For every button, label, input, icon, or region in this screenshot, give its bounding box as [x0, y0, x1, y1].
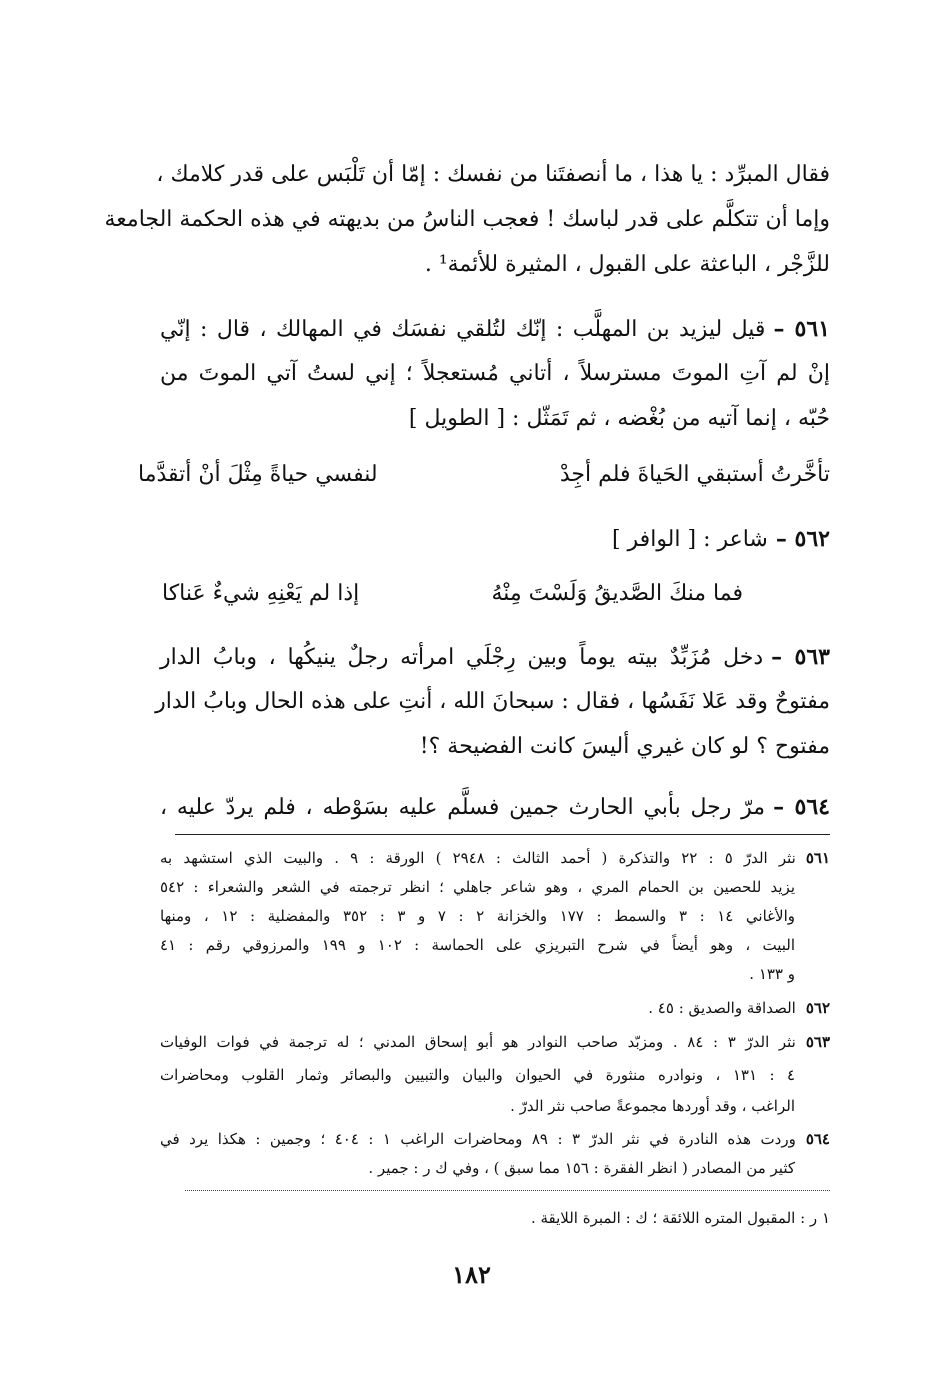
footnote-561-line-1	[160, 846, 830, 870]
footnote-563-number: ٥٦٣	[805, 1033, 830, 1051]
item-562-line	[160, 522, 830, 557]
footnote-562-text: الصداقة والصديق : ٤٥ .	[648, 999, 796, 1017]
footnote-561-line-3: والأغاني ١٤ : ٣ والسمط : ١٧٧ والخزانة ٢ : ٧ و ٣ : ٣٥٢ والمفضلية : ١٢ ، ومنها	[160, 907, 795, 925]
footnote-separator	[175, 834, 830, 835]
item-562-verse-first-hemistich: فما منكَ الصَّديقُ وَلَسْتَ مِنْهُ	[491, 581, 743, 606]
item-563-text-1: دخل مُزَبِّدٌ بيته يوماً وبين رِجْلَي امرأته رجلٌ ينيكُها ، وبابُ الدار	[160, 645, 764, 670]
variant-note: ١ ر : المقبول المتره اللائقة ؛ ك : المبرة اللايقة .	[530, 1209, 830, 1227]
item-562-number: ٥٦٢ –	[775, 526, 830, 552]
variant-separator	[185, 1190, 830, 1191]
item-561-number: ٥٦١ –	[773, 316, 830, 342]
item-564-text: مرّ رجل بأبي الحارث جمين فسلَّم عليه بسَوْطه ، فلم يردّ عليه ،	[160, 795, 766, 820]
footnote-563-line-1	[160, 1030, 830, 1054]
item-563-number: ٥٦٣ –	[771, 644, 830, 670]
page-number: ١٨٢	[452, 1260, 491, 1289]
item-562-verse-second-hemistich: إذا لم يَعْنِهِ شيءٌ عَناكا	[162, 581, 360, 606]
item-563-line-2: مفتوحٌ وقد عَلا نَفَسُها ، فقال : سبحانَ الله ، أنتِ على هذه الحال وبابُ الدار	[155, 689, 830, 714]
item-561-verse-first-hemistich: تأخَّرتُ أستبقي الحَياةَ فلم أجِدْ	[559, 462, 830, 487]
footnote-561-line-5: و ١٣٣ .	[749, 965, 795, 983]
footnote-563-line-3: الراغب ، وقد أوردها مجموعةً صاحب نثر الدرّ .	[510, 1097, 795, 1115]
footnote-564-line-1	[160, 1127, 830, 1151]
item-561-line-3: حُبّه ، إنما آتيه من بُغْضه ، ثم تَمَثّل : [ الطويل ]	[408, 406, 830, 431]
item-563-line-1	[160, 640, 830, 675]
item-561-line-1	[160, 312, 830, 347]
footnote-561-line-4: البيت ، وهو أيضاً في شرح التبريزي على الحماسة : ١٠٢ و ١٩٩ والمرزوقي رقم : ٤١	[160, 936, 795, 954]
item-564-number: ٥٦٤ –	[773, 794, 830, 820]
footnote-562-number: ٥٦٢	[805, 999, 830, 1017]
footnote-564-number: ٥٦٤	[805, 1130, 830, 1148]
footnote-562	[160, 996, 830, 1020]
intro-line-1: فقال المبرِّد : يا هذا ، ما أنصفتَنا من نفسك : إمّا أن تَلْبَس على قدر كلامك ،	[156, 162, 830, 187]
footnote-564-text-1: وردت هذه النادرة في نثر الدرّ ٣ : ٨٩ ومحاضرات الراغب ١ : ٤٠٤ ؛ وجمين : هكذا يرد في	[160, 1130, 796, 1148]
item-564-line	[160, 790, 830, 825]
footnote-563-text-1: نثر الدرّ ٣ : ٨٤ . ومزبّد صاحب النوادر هو أبو إسحاق المدني ؛ له ترجمة في فوات الوفيات	[160, 1033, 796, 1051]
footnote-561-line-2: يزيد للحصين بن الحمام المري ، وهو شاعر جاهلي ؛ انظر ترجمته في الشعر والشعراء : ٥٤٢	[160, 878, 795, 896]
item-561-verse-second-hemistich: لنفسي حياةً مِثْلَ أنْ أتقدَّما	[138, 462, 378, 487]
footnote-563-line-2: ٤ : ١٣١ ، ونوادره منثورة في الحيوان والبيان والتبيين والبصائر وثمار القلوب ومحاضرات	[160, 1066, 795, 1084]
intro-line-2: وإما أن تتكلَّم على قدر لباسك ! فعجب الناسُ من بديهته في هذه الحكمة الجامعة	[104, 207, 830, 232]
footnote-564-line-2: كثير من المصادر ( انظر الفقرة : ١٥٦ مما سبق ) ، وفي ك ر : جمير .	[368, 1159, 795, 1177]
item-561-text-1: قيل ليزيد بن المهلَّب : إنّك لتُلقي نفسَك في المهالك ، قال : إنّي	[160, 317, 766, 342]
item-562-text: شاعر : [ الوافر ]	[611, 527, 768, 552]
item-561-line-2: إنْ لم آتِ الموتَ مسترسلاً ، أتاني مُستعجلاً ؛ إني لستُ آتي الموتَ من	[160, 361, 830, 386]
item-563-line-3: مفتوح ؟ لو كان غيري أليسَ كانت الفضيحة ؟!	[419, 734, 830, 759]
footnote-561-number: ٥٦١	[805, 849, 831, 867]
intro-line-3: للزَّجْر ، الباعثة على القبول ، المثيرة للأئمة¹ .	[424, 252, 830, 277]
footnote-561-text-1: نثر الدرّ ٥ : ٢٢ والتذكرة ( أحمد الثالث : ٢٩٤٨ ) الورقة : ٩ . والبيت الذي استشهد به	[160, 849, 796, 867]
